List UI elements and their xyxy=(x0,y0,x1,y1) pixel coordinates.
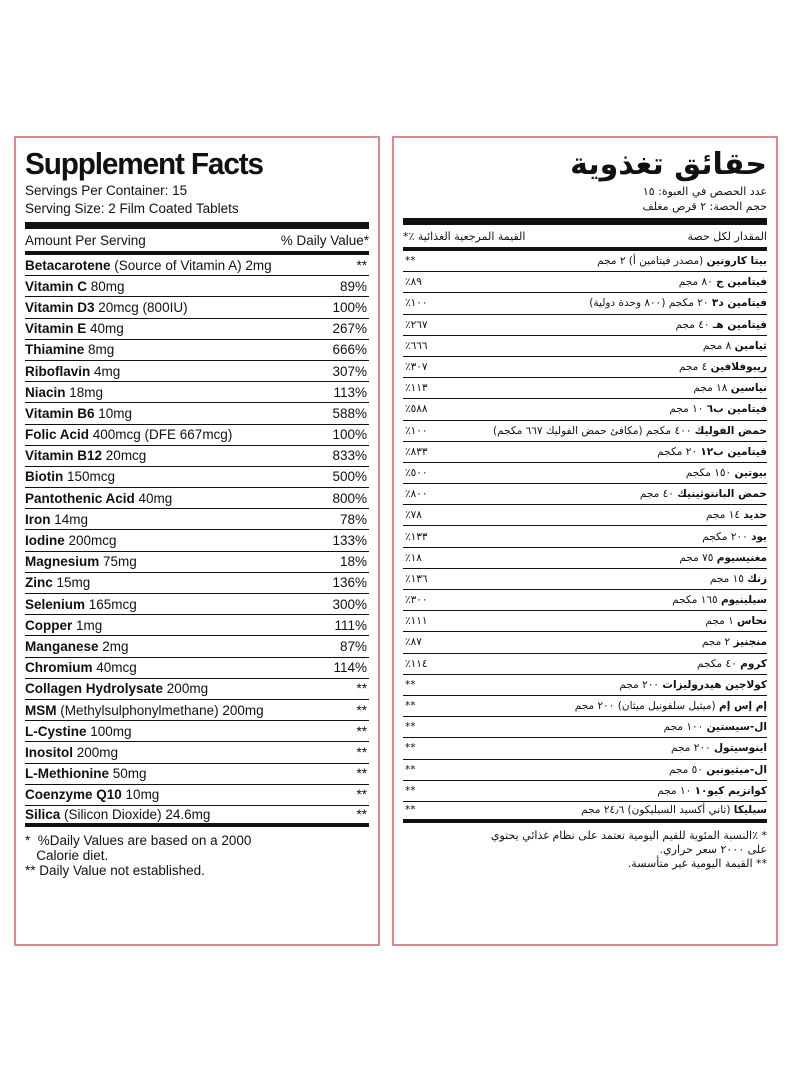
nutrient-quantity: (Source of Vitamin A) 2mg xyxy=(110,257,272,273)
nutrient-amount xyxy=(25,766,147,781)
nutrient-amount xyxy=(672,594,767,606)
daily-value: ** xyxy=(405,678,416,691)
nutrient-name: كروم xyxy=(740,657,767,670)
nutrient-row xyxy=(25,530,369,551)
footnote-line: * ٪النسبة المئوية للقيم اليومية تعتمد على نظام غذائي يحتوي xyxy=(490,829,767,843)
daily-value: ١٣٣٪ xyxy=(405,530,428,543)
nutrient-amount xyxy=(25,597,137,612)
nutrient-quantity: 40mg xyxy=(86,321,124,337)
daily-value: ** xyxy=(356,766,367,782)
nutrient-amount xyxy=(25,554,137,569)
nutrient-row xyxy=(25,806,369,827)
nutrient-name: فيتامين ج xyxy=(716,276,767,289)
nutrient-quantity: ٢٠ مكجم (٨٠٠ وحدة دولية) xyxy=(589,297,712,310)
nutrient-name: إم إس إم xyxy=(719,700,767,713)
nutrient-amount xyxy=(706,509,767,521)
nutrient-quantity: ٨٠ مجم xyxy=(678,276,717,289)
nutrient-name: مغنيسيوم xyxy=(716,551,767,564)
nutrient-amount xyxy=(671,742,767,754)
nutrient-quantity: 400mcg (DFE 667mcg) xyxy=(89,427,233,443)
nutrient-quantity: (ميثيل سلفونيل ميثان) ٢٠٠ مجم xyxy=(574,700,719,713)
nutrient-name: Inositol xyxy=(25,744,73,760)
nutrient-row xyxy=(403,505,767,526)
daily-value: ** xyxy=(405,721,416,734)
nutrient-amount xyxy=(25,448,146,463)
daily-value: ** xyxy=(405,742,416,755)
nutrient-row xyxy=(403,717,767,738)
nutrient-amount xyxy=(679,276,767,288)
nutrient-row xyxy=(403,378,767,399)
daily-value: 833% xyxy=(332,448,367,464)
nutrient-row xyxy=(403,421,767,442)
nutrient-quantity: ٢ مجم xyxy=(701,636,734,649)
daily-value: 666% xyxy=(332,342,367,358)
nutrient-amount xyxy=(25,469,115,484)
nutrient-quantity: ٨ مجم xyxy=(702,339,735,352)
nutrient-name: Copper xyxy=(25,617,73,633)
nutrient-quantity: ٢٠٠ مجم xyxy=(670,742,714,755)
daily-value: 307% xyxy=(332,363,367,379)
nutrient-name: Vitamin B12 xyxy=(25,448,103,464)
nutrient-name: بيتا كاروتين xyxy=(706,255,767,268)
nutrient-row xyxy=(25,552,369,573)
footnote-line: * %Daily Values are based on a 2000 xyxy=(25,833,252,849)
nutrient-row xyxy=(25,276,369,297)
nutrient-name: كوانزيم كيو١٠ xyxy=(694,784,767,797)
footnote-line: Calorie diet. xyxy=(25,848,109,864)
nutrient-amount xyxy=(25,745,118,760)
nutrient-row xyxy=(25,425,369,446)
nutrient-quantity: (ثاني أكسيد السيليكون) ٢٤٫٦ مجم xyxy=(581,804,734,817)
nutrient-name: ال-سيستين xyxy=(706,721,767,734)
nutrient-name: فيتامين د٣ xyxy=(711,297,767,310)
daily-value: ** xyxy=(356,702,367,718)
serving-size: حجم الحصة: ٢ قرص مغلف xyxy=(642,200,767,213)
nutrient-row xyxy=(403,293,767,314)
nutrient-amount xyxy=(25,787,159,802)
nutrient-amount xyxy=(575,700,767,712)
servings-per-container: عدد الحصص في العبوة: ١٥ xyxy=(642,185,767,198)
daily-value: ١٣٦٪ xyxy=(405,572,428,585)
footnotes xyxy=(403,829,767,871)
nutrient-amount xyxy=(702,636,767,648)
nutrient-quantity: ٤٠ مكجم xyxy=(696,657,741,670)
nutrient-quantity: ١٥ مجم xyxy=(709,572,748,585)
nutrient-row xyxy=(25,594,369,615)
nutrient-amount xyxy=(25,681,208,696)
nutrient-quantity: 80mg xyxy=(87,278,125,294)
nutrient-row xyxy=(25,361,369,382)
nutrient-quantity: ١٠٠ مجم xyxy=(663,721,707,734)
nutrient-row xyxy=(25,319,369,340)
nutrient-amount xyxy=(25,258,272,273)
daily-value: 111% xyxy=(334,617,367,633)
nutrient-name: نحاس xyxy=(737,615,767,628)
nutrient-name: Vitamin D3 xyxy=(25,299,95,315)
nutrient-amount xyxy=(679,361,767,373)
nutrient-quantity: ٥٠ مجم xyxy=(668,763,707,776)
nutrient-name: Riboflavin xyxy=(25,363,91,379)
nutrient-quantity: 18mg xyxy=(65,384,104,400)
nutrient-quantity: 10mg xyxy=(94,405,133,421)
nutrient-name: Collagen Hydrolysate xyxy=(25,681,164,697)
nutrient-row xyxy=(25,509,369,530)
nutrient-quantity: ١ مجم xyxy=(705,615,738,628)
nutrient-name: ثيامين xyxy=(734,339,767,352)
nutrient-amount xyxy=(675,319,767,331)
servings-per-container: Servings Per Container: 15 xyxy=(25,183,188,198)
nutrient-name: Betacarotene xyxy=(25,257,111,273)
nutrient-quantity: ٢٠٠ مكجم xyxy=(702,530,752,543)
nutrient-amount xyxy=(25,406,132,421)
nutrient-amount xyxy=(25,385,103,400)
daily-value: ٣٠٧٪ xyxy=(405,361,428,374)
nutrient-quantity: ١٨ مجم xyxy=(693,382,731,395)
nutrient-amount xyxy=(597,255,767,267)
nutrient-amount xyxy=(657,446,767,458)
supplement-facts-panel-arabic xyxy=(392,136,778,946)
daily-value: ٣٠٠٪ xyxy=(405,594,428,607)
nutrient-quantity: 1mg xyxy=(72,617,103,633)
nutrient-quantity: ٤٠ مجم xyxy=(675,318,713,331)
nutrient-name: بيوتين xyxy=(734,466,767,479)
nutrient-amount xyxy=(697,658,767,670)
nutrient-table xyxy=(403,247,767,823)
nutrient-quantity: 150mcg xyxy=(63,469,116,485)
panel-title: حقائق تغذوية xyxy=(570,147,767,182)
nutrient-name: Manganese xyxy=(25,638,99,654)
nutrient-row xyxy=(403,442,767,463)
nutrient-amount xyxy=(25,807,210,822)
nutrient-amount xyxy=(25,724,132,739)
nutrient-name: Magnesium xyxy=(25,554,100,570)
serving-size: Serving Size: 2 Film Coated Tablets xyxy=(25,201,239,216)
nutrient-name: L-Methionine xyxy=(25,766,109,782)
daily-value: ١١١٪ xyxy=(405,615,428,628)
nutrient-quantity: 165mcg xyxy=(85,596,137,612)
nutrient-name: اينوسيتول xyxy=(713,742,767,755)
nutrient-name: Vitamin B6 xyxy=(25,405,95,421)
nutrient-row xyxy=(403,484,767,505)
header-amount: المقدار لكل حصة xyxy=(687,229,767,243)
nutrient-row xyxy=(403,802,767,823)
nutrient-quantity: 20mcg (800IU) xyxy=(94,299,188,315)
nutrient-quantity: ١٠ مجم xyxy=(657,784,695,797)
nutrient-name: Iron xyxy=(25,511,51,527)
daily-value: 114% xyxy=(333,660,367,676)
daily-value: ٧٨٪ xyxy=(405,509,422,522)
nutrient-amount xyxy=(657,785,767,797)
nutrient-quantity: ٢٠٠ مجم xyxy=(619,678,663,691)
nutrient-row xyxy=(403,548,767,569)
nutrient-row xyxy=(25,636,369,657)
nutrient-name: حمض البانتوثينيك xyxy=(677,488,767,501)
daily-value: ٨٧٪ xyxy=(405,636,422,649)
nutrient-quantity: ١٥٠ مكجم xyxy=(685,466,735,479)
nutrient-row xyxy=(403,357,767,378)
nutrient-row xyxy=(25,488,369,509)
column-header xyxy=(25,229,369,251)
daily-value: ٥٨٨٪ xyxy=(405,403,428,416)
nutrient-amount xyxy=(679,552,767,564)
nutrient-row xyxy=(25,446,369,467)
nutrient-amount xyxy=(664,721,767,733)
daily-value: ٥٠٠٪ xyxy=(405,466,428,479)
daily-value: ١١٣٪ xyxy=(405,382,428,395)
nutrient-row xyxy=(403,569,767,590)
nutrient-name: Silica xyxy=(25,806,61,822)
nutrient-quantity: 40mg xyxy=(134,490,173,506)
nutrient-row xyxy=(403,738,767,759)
nutrient-quantity: 20mcg xyxy=(102,448,147,464)
nutrient-name: Niacin xyxy=(25,384,66,400)
nutrient-amount xyxy=(25,279,125,294)
nutrient-quantity: 50mg xyxy=(109,766,147,782)
nutrient-table xyxy=(25,251,369,827)
daily-value: 100% xyxy=(332,299,367,315)
nutrient-row xyxy=(25,764,369,785)
nutrient-name: L-Cystine xyxy=(25,723,87,739)
daily-value: 500% xyxy=(332,469,367,485)
nutrient-row xyxy=(403,632,767,653)
nutrient-row xyxy=(403,272,767,293)
panel-title: Supplement Facts xyxy=(25,146,263,181)
nutrient-row xyxy=(25,467,369,488)
daily-value: ** xyxy=(356,257,367,273)
nutrient-amount xyxy=(640,488,767,500)
nutrient-row xyxy=(403,654,767,675)
nutrient-quantity: ١٦٥ مكجم xyxy=(672,594,721,607)
nutrient-amount xyxy=(669,403,767,415)
daily-value: 113% xyxy=(333,384,367,400)
daily-value: ٦٦٦٪ xyxy=(405,339,428,352)
nutrient-amount xyxy=(693,382,767,394)
nutrient-row xyxy=(25,403,369,424)
daily-value: ** xyxy=(356,806,367,822)
nutrient-quantity: 10mg xyxy=(121,787,160,803)
nutrient-amount xyxy=(619,679,767,691)
nutrient-name: Chromium xyxy=(25,660,93,676)
nutrient-row xyxy=(25,255,369,276)
nutrient-name: Selenium xyxy=(25,596,86,612)
nutrient-quantity: 200mcg xyxy=(64,533,117,549)
divider-thick xyxy=(403,218,767,225)
column-header xyxy=(403,225,767,247)
nutrient-row xyxy=(403,675,767,696)
daily-value: 100% xyxy=(332,427,367,443)
daily-value: 136% xyxy=(332,575,367,591)
nutrient-row xyxy=(25,340,369,361)
nutrient-quantity: (مصدر فيتامين أ) ٢ مجم xyxy=(597,255,707,268)
nutrient-amount xyxy=(25,639,129,654)
nutrient-row xyxy=(25,700,369,721)
supplement-facts-panel-english xyxy=(14,136,380,946)
header-amount: Amount Per Serving xyxy=(25,232,146,248)
nutrient-name: يود xyxy=(751,530,767,543)
nutrient-amount xyxy=(703,340,767,352)
nutrient-name: Thiamine xyxy=(25,342,85,358)
nutrient-name: MSM xyxy=(25,702,57,718)
nutrient-row xyxy=(25,382,369,403)
daily-value: ١٠٠٪ xyxy=(405,424,428,437)
nutrient-amount xyxy=(25,703,264,718)
nutrient-name: ريبوفلافين xyxy=(710,361,767,374)
nutrient-quantity: (Methylsulphonylmethane) 200mg xyxy=(56,702,264,718)
nutrient-quantity: 200mg xyxy=(163,681,209,697)
nutrient-quantity: ٢٠ مكجم xyxy=(657,445,701,458)
nutrient-name: Pantothenic Acid xyxy=(25,490,135,506)
nutrient-quantity: 14mg xyxy=(50,511,89,527)
nutrient-amount xyxy=(25,660,137,675)
nutrient-amount xyxy=(25,342,114,357)
nutrient-quantity: ٤ مجم xyxy=(678,361,711,374)
nutrient-name: Vitamin E xyxy=(25,321,87,337)
nutrient-row xyxy=(25,658,369,679)
nutrient-quantity: ٧٥ مجم xyxy=(679,551,717,564)
nutrient-amount xyxy=(25,575,90,590)
daily-value: 300% xyxy=(332,596,367,612)
daily-value: ** xyxy=(356,681,367,697)
daily-value: ١١٤٪ xyxy=(405,657,428,670)
daily-value: ** xyxy=(405,784,416,797)
nutrient-quantity: ١٠ مجم xyxy=(669,403,707,416)
nutrient-name: Biotin xyxy=(25,469,64,485)
daily-value: 18% xyxy=(339,554,367,570)
nutrient-name: ال-ميثيونين xyxy=(706,763,767,776)
nutrient-row xyxy=(403,251,767,272)
nutrient-row xyxy=(25,573,369,594)
footnote-line: ** القيمة اليومية غير متأسسة. xyxy=(627,857,767,871)
nutrient-row xyxy=(403,590,767,611)
daily-value: ٨٠٠٪ xyxy=(405,488,428,501)
nutrient-row xyxy=(25,615,369,636)
nutrient-row xyxy=(403,760,767,781)
daily-value: 78% xyxy=(339,511,367,527)
nutrient-amount xyxy=(669,764,767,776)
nutrient-name: نياسين xyxy=(730,382,767,395)
nutrient-row xyxy=(25,297,369,318)
nutrient-amount xyxy=(25,533,117,548)
nutrient-quantity: 100mg xyxy=(86,723,132,739)
nutrient-row xyxy=(25,721,369,742)
nutrient-name: فيتامين ب٦ xyxy=(706,403,767,416)
header-daily-value: القيمة المرجعية الغذائية ٪* xyxy=(403,229,526,243)
nutrient-quantity: 40mcg xyxy=(92,660,137,676)
nutrient-name: Folic Acid xyxy=(25,427,90,443)
daily-value: 800% xyxy=(332,490,367,506)
nutrient-name: فيتامين ب١٢ xyxy=(700,445,767,458)
nutrient-amount xyxy=(25,427,232,442)
daily-value: 87% xyxy=(339,638,367,654)
nutrient-amount xyxy=(25,300,188,315)
nutrient-amount xyxy=(25,491,172,506)
divider-thick xyxy=(25,222,369,229)
nutrient-row xyxy=(403,611,767,632)
nutrient-amount xyxy=(25,364,120,379)
nutrient-name: منجنيز xyxy=(733,636,767,649)
nutrient-quantity: ٤٠٠ مكجم (مكافئ حمض الفوليك ٦٦٧ مكجم) xyxy=(493,424,695,437)
nutrient-row xyxy=(403,336,767,357)
nutrient-name: سيلينيوم xyxy=(720,594,767,607)
footnote-line: ** Daily Value not established. xyxy=(25,863,205,879)
nutrient-amount xyxy=(25,321,124,336)
nutrient-row xyxy=(403,781,767,802)
nutrient-name: كولاجين هيدروليزات xyxy=(662,678,767,691)
daily-value: ** xyxy=(356,723,367,739)
nutrient-row xyxy=(25,679,369,700)
nutrient-amount xyxy=(705,615,767,627)
nutrient-quantity: 200mg xyxy=(73,744,119,760)
daily-value: 133% xyxy=(332,533,367,549)
nutrient-name: حديد xyxy=(743,509,767,522)
daily-value: ١٠٠٪ xyxy=(405,297,428,310)
nutrient-row xyxy=(403,463,767,484)
nutrient-quantity: ٤٠ مجم xyxy=(639,488,678,501)
nutrient-quantity: 4mg xyxy=(90,363,121,379)
nutrient-name: Zinc xyxy=(25,575,53,591)
nutrient-row xyxy=(403,526,767,547)
footnote-line: على ٢٠٠٠ سعر حراري. xyxy=(659,843,767,857)
nutrient-quantity: 8mg xyxy=(84,342,115,358)
daily-value: 89% xyxy=(339,278,367,294)
daily-value: ** xyxy=(356,744,367,760)
daily-value: ٨٣٣٪ xyxy=(405,445,428,458)
nutrient-amount xyxy=(589,297,767,309)
footnotes xyxy=(25,833,369,878)
nutrient-quantity: 75mg xyxy=(99,554,137,570)
daily-value: ** xyxy=(405,700,416,713)
nutrient-name: فيتامين هـ xyxy=(712,318,767,331)
daily-value: ** xyxy=(405,804,416,817)
nutrient-amount xyxy=(493,425,767,437)
nutrient-name: Vitamin C xyxy=(25,278,88,294)
daily-value: ** xyxy=(405,255,416,268)
nutrient-row xyxy=(403,315,767,336)
nutrient-name: Coenzyme Q10 xyxy=(25,787,122,803)
nutrient-amount xyxy=(25,618,102,633)
nutrient-name: حمض الفوليك xyxy=(694,424,767,437)
nutrient-row xyxy=(25,742,369,763)
nutrient-amount xyxy=(686,467,767,479)
daily-value: ٢٦٧٪ xyxy=(405,318,428,331)
daily-value: ** xyxy=(405,763,416,776)
nutrient-row xyxy=(403,696,767,717)
daily-value: 588% xyxy=(332,405,367,421)
nutrient-row xyxy=(25,785,369,806)
nutrient-quantity: 15mg xyxy=(52,575,91,591)
nutrient-amount xyxy=(581,804,767,816)
nutrient-amount xyxy=(710,573,767,585)
nutrient-amount xyxy=(25,512,88,527)
nutrient-name: سيليكا xyxy=(733,804,767,817)
daily-value: ٨٩٪ xyxy=(405,276,422,289)
nutrient-name: زنك xyxy=(747,572,767,585)
nutrient-quantity: ١٤ مجم xyxy=(706,509,744,522)
nutrient-row xyxy=(403,399,767,420)
daily-value: ١٨٪ xyxy=(405,551,422,564)
nutrient-quantity: 2mg xyxy=(98,638,129,654)
daily-value: ** xyxy=(356,787,367,803)
nutrient-name: Iodine xyxy=(25,533,65,549)
nutrient-quantity: (Silicon Dioxide) 24.6mg xyxy=(60,806,211,822)
daily-value: 267% xyxy=(332,321,367,337)
nutrient-amount xyxy=(702,531,767,543)
header-daily-value: % Daily Value* xyxy=(280,232,369,248)
